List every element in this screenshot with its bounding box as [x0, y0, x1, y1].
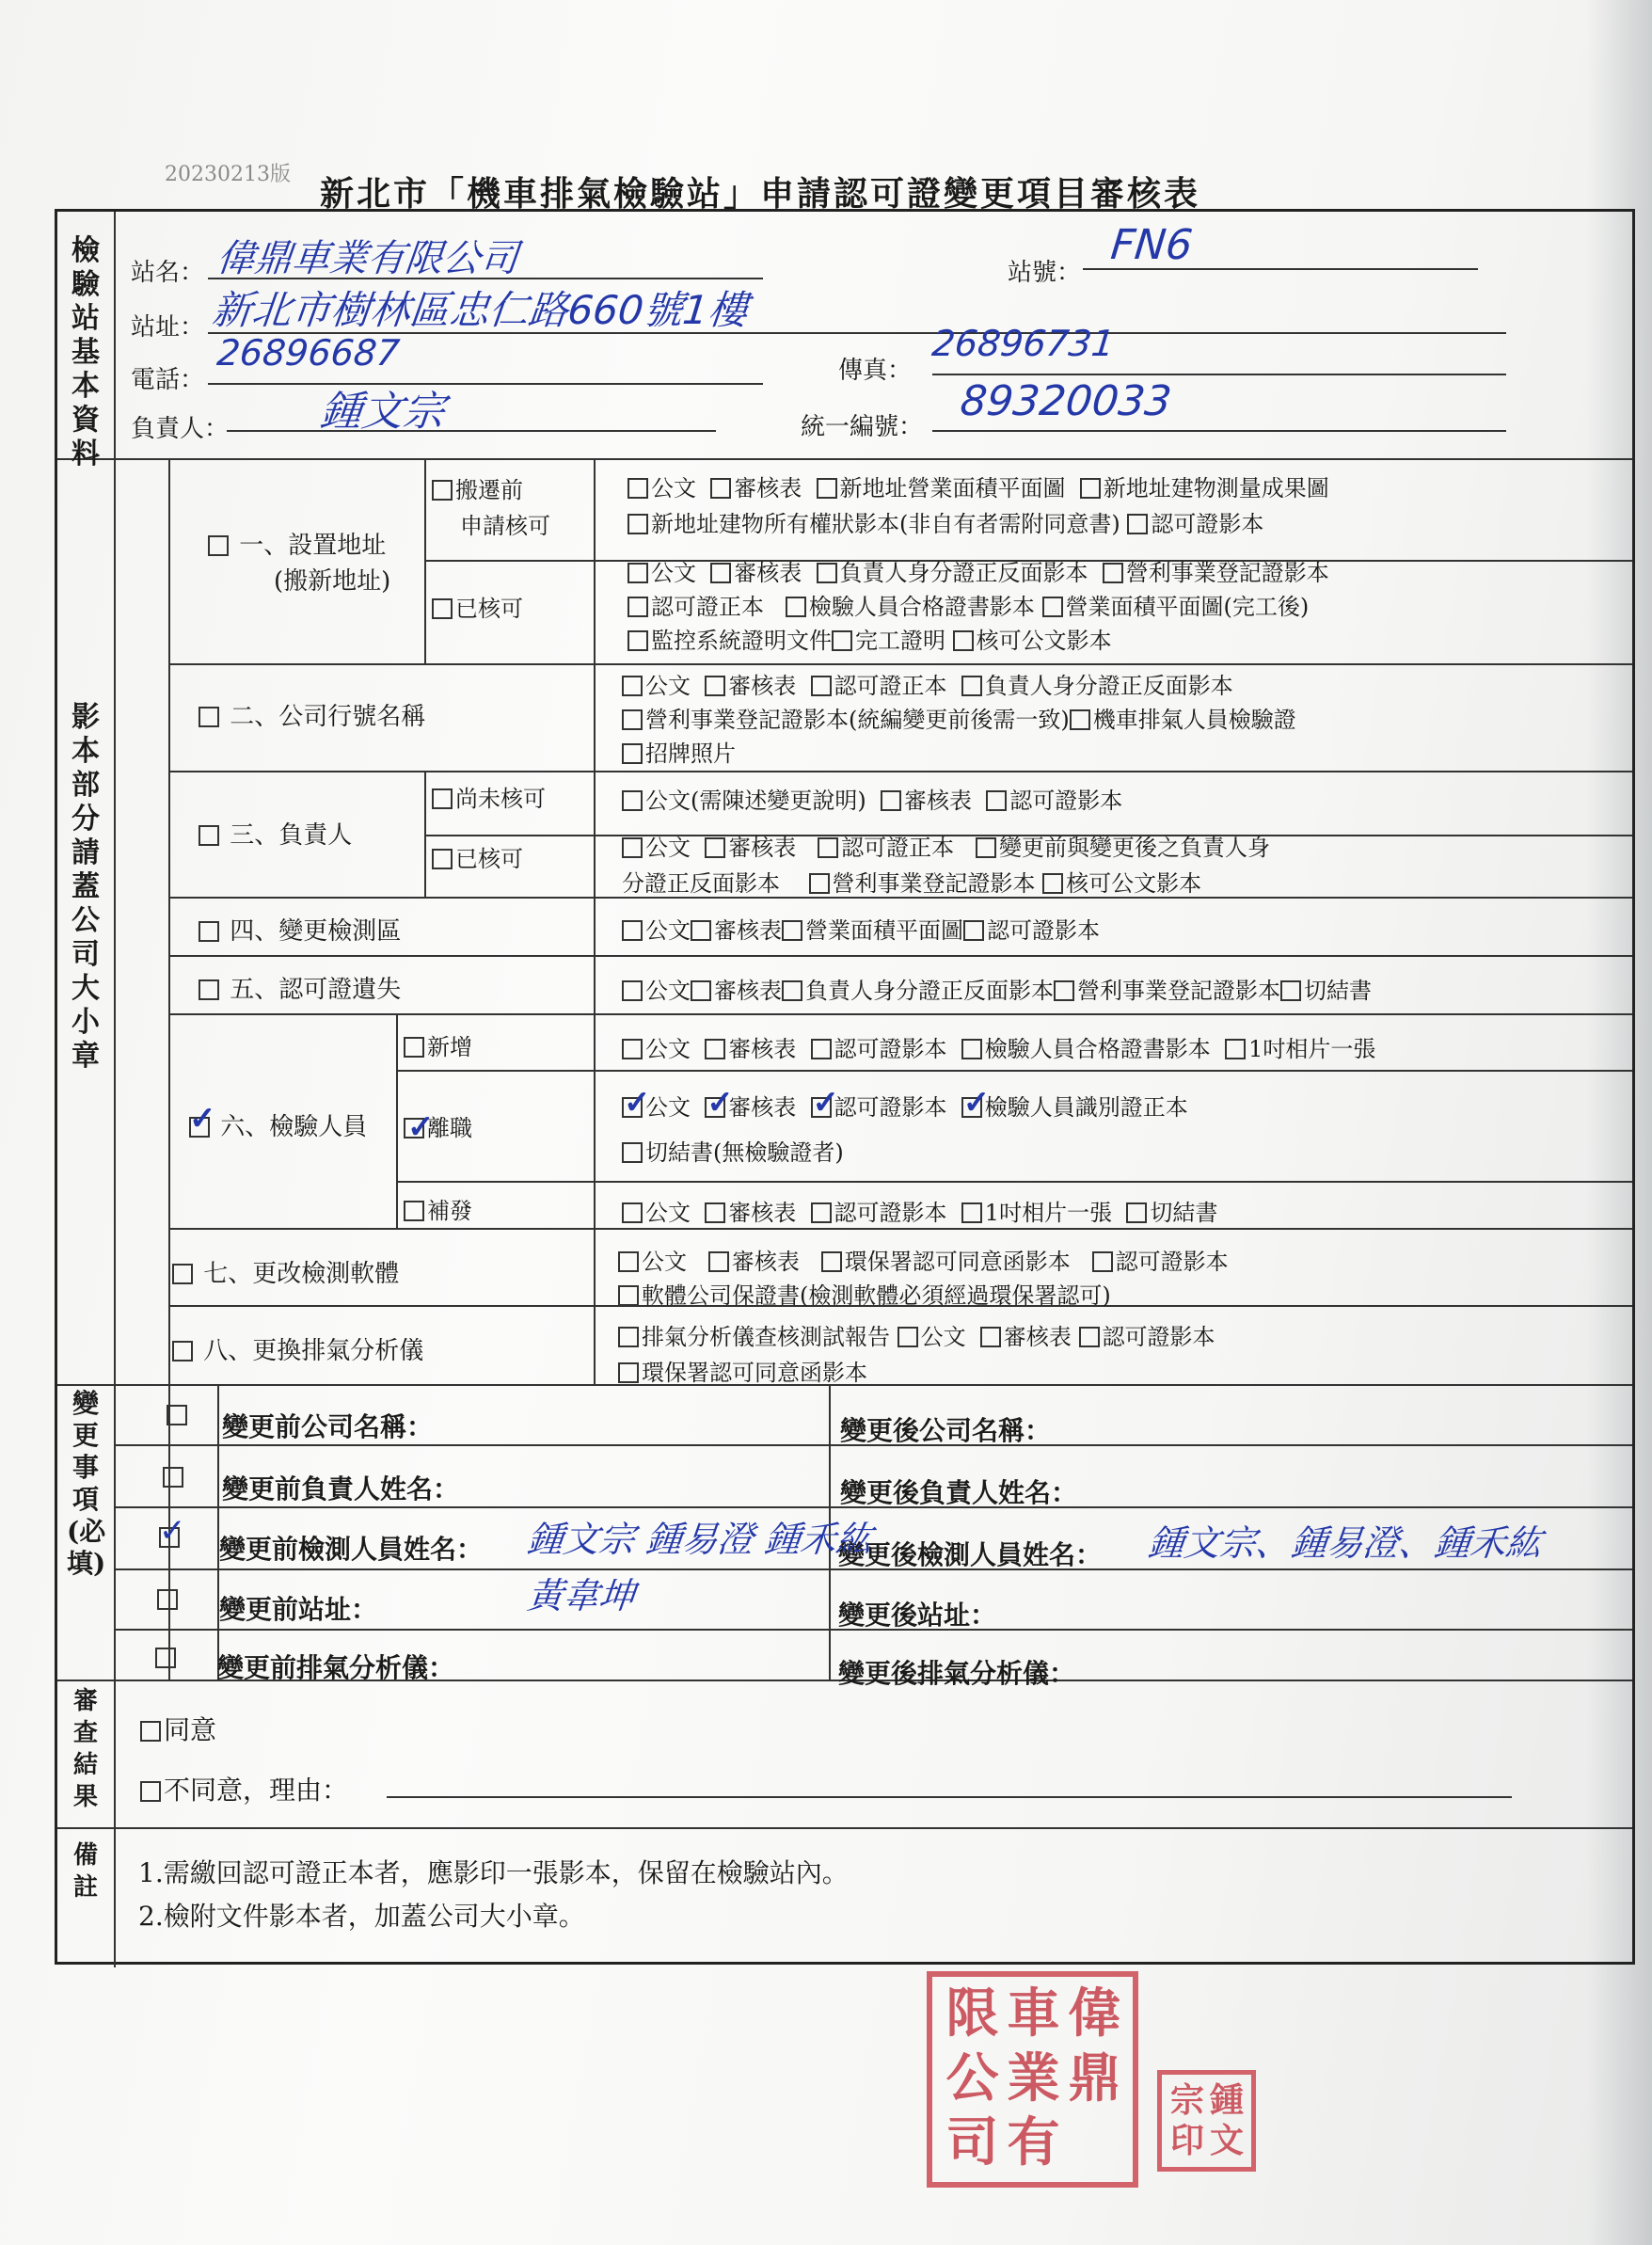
- item-8-checkbox[interactable]: [172, 1341, 193, 1361]
- item-3-done-docs-1: 公文 審核表 認可證正本 變更前與變更後之負責人身: [622, 829, 1270, 862]
- change-3-checkbox[interactable]: [159, 1512, 186, 1550]
- item-6-leave-check-mark: ✓: [407, 1108, 435, 1146]
- item-2[interactable]: 二、公司行號名稱: [199, 697, 425, 732]
- change-5-checkbox[interactable]: [155, 1648, 176, 1668]
- change-5-before: 變更前排氣分析儀：: [217, 1652, 455, 1683]
- item-6-leave-docs-1: ✓ 公文 ✓ 審核表 ✓ 認可證影本 ✓ 檢驗人員識別證正本: [624, 1084, 1188, 1122]
- item-1-pre-docs-1: 公文 審核表 新地址營業面積平面圖 新地址建物測量成果圖: [627, 470, 1329, 502]
- owner-seal-text: 宗 鍾 印 文: [1169, 2080, 1244, 2160]
- owner-seal: [1157, 2070, 1256, 2172]
- review-section-label: 審查結果: [72, 1687, 98, 1811]
- item-3-done-checkbox[interactable]: [432, 849, 453, 869]
- item-3[interactable]: 三、負責人: [199, 816, 352, 851]
- item-3-pre[interactable]: 尚未核可: [432, 780, 546, 813]
- fax-value: 26896731: [929, 323, 1117, 364]
- item-3-pre-checkbox[interactable]: [432, 788, 453, 809]
- phone-label: 電話：: [131, 366, 205, 394]
- item-5-docs: 公文 審核表 負責人身分證正反面影本 營利事業登記證影本 切結書: [622, 972, 1372, 1005]
- item-7-docs-1: 公文 審核表 環保署認可同意函影本 認可證影本: [618, 1243, 1229, 1276]
- owner-label: 負責人：: [131, 415, 230, 443]
- item-1-sub: (搬新地址): [274, 567, 391, 596]
- change-3-before: 變更前檢測人員姓名：: [219, 1534, 484, 1565]
- item-6-add-docs: 公文 審核表 認可證影本 檢驗人員合格證書影本 1吋相片一張: [622, 1030, 1375, 1063]
- change-2-before: 變更前負責人姓名：: [222, 1473, 460, 1505]
- item-6-add-checkbox[interactable]: [404, 1037, 424, 1058]
- item-8-docs-2: 環保署認可同意函影本: [618, 1354, 867, 1387]
- item-6-check-mark: ✓: [189, 1100, 216, 1138]
- ubn-label: 統一編號：: [801, 413, 924, 441]
- item-3-done[interactable]: 已核可: [432, 840, 523, 873]
- item-1-checkbox[interactable]: [208, 535, 229, 556]
- item-3-pre-docs: 公文(需陳述變更說明) 審核表 認可證影本: [622, 782, 1122, 815]
- item-1-pre-docs-2: 新地址建物所有權狀影本(非自有者需附同意書) 認可證影本: [627, 505, 1263, 538]
- change-2-checkbox[interactable]: [163, 1467, 183, 1488]
- review-form: [55, 209, 1635, 1965]
- item-6-reissue-docs: 公文 審核表 認可證影本 1吋相片一張 切結書: [622, 1194, 1217, 1227]
- basic-section-label: 檢驗站基本資料: [71, 234, 100, 470]
- change-3-after: 變更後檢測人員姓名：: [838, 1539, 1103, 1570]
- item-4[interactable]: 四、變更檢測區: [199, 912, 401, 947]
- change-3-check-mark: ✓: [159, 1512, 186, 1550]
- item-1-done-docs-3: 監控系統證明文件 完工證明 核可公文影本: [627, 622, 1112, 655]
- note-1: 1.需繳回認可證正本者，應影印一張影本，保留在檢驗站內。: [138, 1857, 849, 1888]
- fax-label: 傳真：: [838, 357, 913, 385]
- change-1-before: 變更前公司名稱：: [222, 1411, 434, 1442]
- item-1-pre-line2: 申請核可: [460, 513, 550, 539]
- station-no-label: 站號：: [1008, 259, 1082, 287]
- item-1-done-checkbox[interactable]: [432, 598, 453, 619]
- item-2-checkbox[interactable]: [199, 707, 219, 727]
- review-agree-checkbox[interactable]: [140, 1721, 161, 1742]
- item-1[interactable]: 一、設置地址: [208, 526, 386, 561]
- item-7-docs-2: 軟體公司保證書(檢測軟體必須經過環保署認可): [618, 1277, 1111, 1310]
- change-1-checkbox[interactable]: [167, 1405, 187, 1425]
- item-1-done-docs-1: 公文 審核表 負責人身分證正反面影本 營利事業登記證影本: [627, 554, 1329, 587]
- ubn-value: 89320033: [958, 377, 1174, 425]
- item-1-pre[interactable]: 搬遷前: [432, 471, 523, 504]
- item-8-docs-1: 排氣分析儀查核測試報告 公文 審核表 認可證影本: [618, 1318, 1215, 1351]
- change-2-after: 變更後負責人姓名：: [840, 1477, 1078, 1508]
- item-6-leave[interactable]: ✓ 離職: [404, 1109, 472, 1142]
- item-6-reissue[interactable]: 補發: [404, 1192, 472, 1225]
- change-1-after: 變更後公司名稱：: [840, 1415, 1052, 1446]
- company-seal: [927, 1971, 1138, 2188]
- phone-value: 26896687: [214, 332, 402, 374]
- item-5[interactable]: 五、認可證遺失: [199, 970, 401, 1005]
- note-2: 2.檢附文件影本者，加蓋公司大小章。: [138, 1901, 585, 1932]
- copy-section-label: 影本部分請蓋公司大小章: [71, 701, 100, 1073]
- review-disagree[interactable]: 不同意，理由：: [140, 1770, 348, 1807]
- item-1-done-docs-2: 認可證正本 檢驗人員合格證書影本 營業面積平面圖(完工後): [627, 588, 1309, 621]
- change-section-label: 變更事項(必填): [67, 1388, 106, 1579]
- item-3-done-docs-2: 分證正反面影本 營利事業登記證影本 核可公文影本: [622, 870, 1202, 897]
- item-2-docs-1: 公文 審核表 認可證正本 負責人身分證正反面影本: [622, 667, 1233, 700]
- item-6-checkbox[interactable]: [189, 1100, 216, 1138]
- form-version: 20230213版: [165, 163, 291, 186]
- station-name-label: 站名：: [131, 259, 205, 287]
- item-1-done[interactable]: 已核可: [432, 590, 523, 623]
- station-no-value: FN6: [1108, 221, 1195, 269]
- change-4-after: 變更後站址：: [838, 1600, 997, 1631]
- item-6-leave-docs-2: 切結書(無檢驗證者): [622, 1134, 844, 1167]
- owner-value: 鍾文宗: [317, 388, 448, 436]
- change-5-after: 變更後排氣分析儀：: [838, 1658, 1076, 1689]
- change-4-before: 變更前站址：: [219, 1594, 378, 1625]
- item-2-docs-2: 營利事業登記證影本(統編變更前後需一致) 機車排氣人員檢驗證: [622, 701, 1296, 734]
- review-disagree-checkbox[interactable]: [140, 1781, 161, 1802]
- item-6[interactable]: ✓ 六、檢驗人員: [189, 1100, 368, 1141]
- item-1-pre-checkbox[interactable]: [432, 480, 453, 501]
- company-seal-text: 限 車 偉 公 業 鼎 司 有: [945, 1982, 1121, 2174]
- item-6-leave-checkbox[interactable]: [404, 1108, 435, 1146]
- station-name-value: 偉鼎車業有限公司: [214, 237, 521, 280]
- station-address-label: 站址：: [131, 313, 205, 342]
- review-agree[interactable]: 同意: [140, 1710, 216, 1747]
- item-6-add[interactable]: 新增: [404, 1028, 472, 1061]
- item-4-docs: 公文 審核表 營業面積平面圖 認可證影本: [622, 912, 1100, 945]
- notes-section-label: 備註: [72, 1841, 98, 1902]
- change-3-after-value: 鍾文宗、鍾易澄、鍾禾紘: [1146, 1522, 1544, 1564]
- item-5-checkbox[interactable]: [199, 979, 219, 1000]
- form-title: 新北市「機車排氣檢驗站」申請認可證變更項目審核表: [320, 174, 1201, 214]
- item-6-reissue-checkbox[interactable]: [404, 1201, 424, 1221]
- item-8[interactable]: 八、更換排氣分析儀: [172, 1331, 423, 1366]
- item-7[interactable]: 七、更改檢測軟體: [172, 1254, 399, 1289]
- item-7-checkbox[interactable]: [172, 1264, 193, 1284]
- item-4-checkbox[interactable]: [199, 921, 219, 942]
- item-2-docs-3: 招牌照片: [622, 735, 736, 768]
- change-4-checkbox[interactable]: [157, 1589, 178, 1610]
- station-address-value: 新北市樹林區忠仁路660號1樓: [210, 287, 751, 333]
- change-3-before-value: 鍾文宗 鍾易澄 鍾禾紘: [525, 1519, 875, 1560]
- item-3-checkbox[interactable]: [199, 825, 219, 846]
- change-4-before-value: 黃韋坤: [525, 1575, 637, 1616]
